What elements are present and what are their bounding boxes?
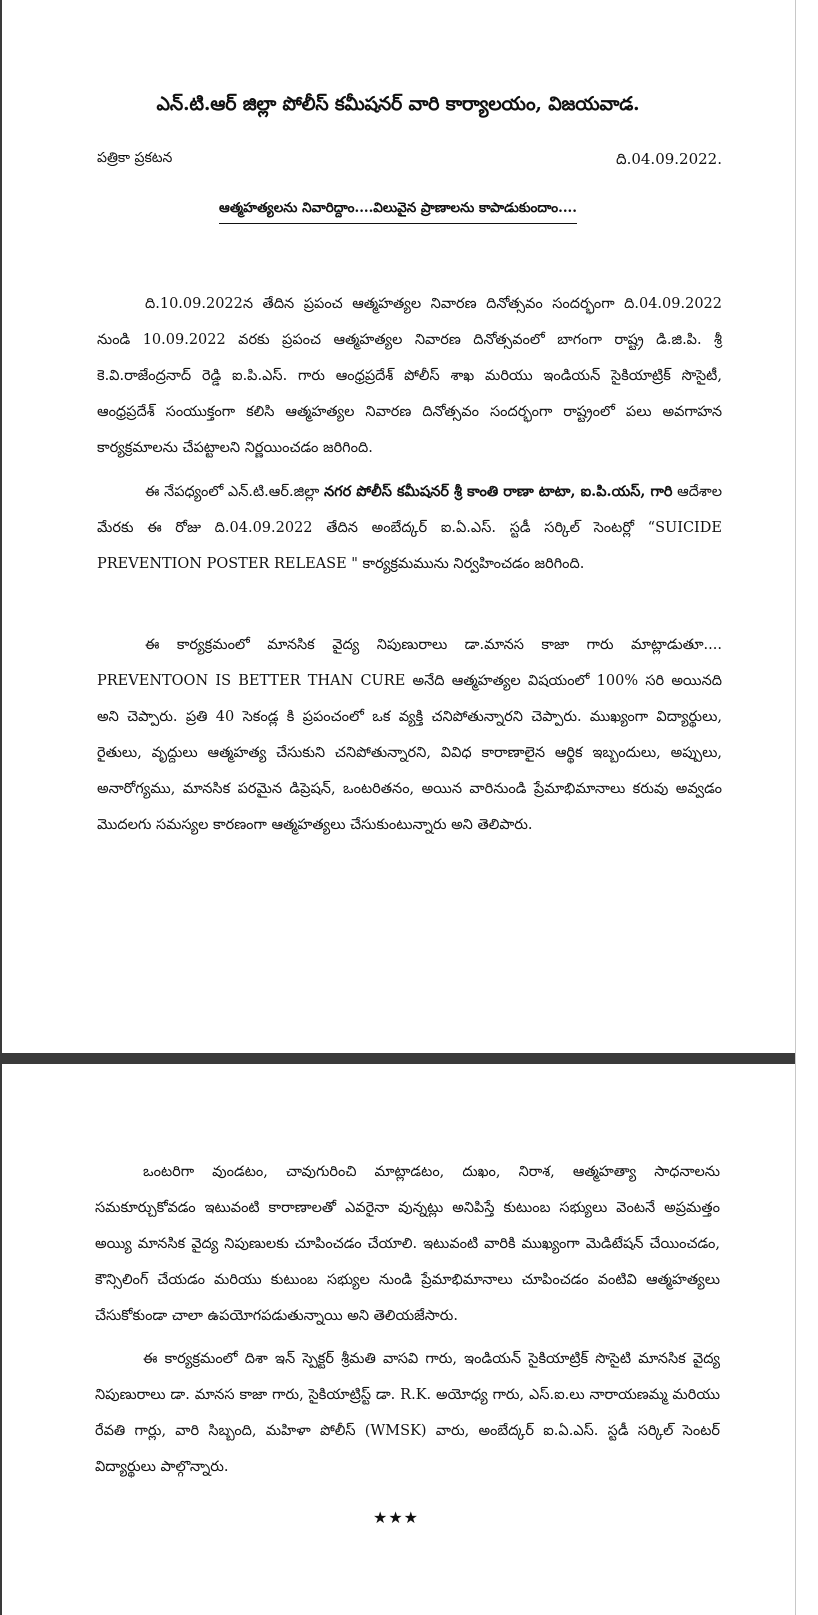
paragraph-2 <box>97 474 722 582</box>
page-separator <box>0 1053 818 1064</box>
press-release-label: పత్రికా ప్రకటన <box>97 150 173 166</box>
paragraph-5: ఈ కార్యక్రమంలో దిశా ఇన్ స్పెక్టర్ శ్రీమతి వాసవి గారు, ఇండియన్ సైకియాట్రిక్ సొసైటి మానసిక వైద్య నిపుణురాలు డా. మానస కాజా గారు, సైకియాట్రిస్ట్ డా. R.K. అయోధ్య గారు, ఎస్.ఐ.లు నారాయణమ్మ మరియు రేవతి గార్లు, వారి సిబ్బంది, మహిళా పోలీస్ (WMSK) వారు, అంబేద్కర్ ఐ.ఏ.ఎస్. స్టడీ సర్కిల్ సెంటర్ విద్యార్థులు పాల్గొన్నారు. <box>95 1351 720 1475</box>
page-2 <box>2 1064 794 1615</box>
paragraph-2-lead: ఈ నేపధ్యంలో ఎన్.టి.ఆర్.జిల్లా <box>145 484 324 500</box>
page-1 <box>2 0 794 1053</box>
paragraph-2-rest: ఆదేశాల మేరకు ఈ రోజు ది.04.09.2022 తేదిన అంబేద్కర్ ఐ.ఏ.ఎస్. స్టడీ సర్కిల్ సెంటర్లో “SUICIDE PREVENTION POSTER RELEASE " కార్యక్రమమును నిర్వహించడం జరిగింది. <box>97 484 722 572</box>
paragraph-1: ది.10.09.2022న తేదిన ప్రపంచ ఆత్మహత్యల నివారణ దినోత్సవం సందర్భంగా ది.04.09.2022 నుండి 10.09.2022 వరకు ప్రపంచ ఆత్మహత్యల నివారణ దినోత్సవంలో బాగంగా రాష్ట్ర డి.జి.పి. శ్రీ కె.వి.రాజేంద్రనాద్ రెడ్డి ఐ.పి.ఎస్. గారు ఆంధ్రప్రదేశ్ పోలీస్ శాఖ మరియు ఇండియన్ సైకియాట్రిక్ సొసైటీ, ఆంధ్రప్రదేశ్ సంయుక్తంగా కలిసి ఆత్మహత్యల నివారణ దినోత్సవం సందర్భంగా రాష్ట్రంలో పలు అవగాహన కార్యక్రమాలను చేపట్టాలని నిర్ణయించడం జరిగింది. <box>97 296 722 456</box>
commissioner-name: నగర పోలీస్ కమీషనర్ శ్రీ కాంతి రాణా టాటా, ఐ.పి.యస్, గారి <box>324 483 673 500</box>
paragraph-4: ఒంటరిగా వుండటం, చావుగురించి మాట్లాడటం, దుఖం, నిరాశ, ఆత్మహత్యా సాధనాలను సమకూర్చుకోవడం ఇటువంటి కారాణాలతో ఎవరైనా వున్నట్లు అనిపిస్తే కుటుంబ సభ్యులు వెంటనే అప్రమత్తం అయ్యి మానసిక వైద్య నిపుణులకు చూపించడం చేయాలి. ఇటువంటి వారికి ముఖ్యంగా మెడిటేషన్ చేయించడం, కౌన్సిలింగ్ చేయడం మరియు కుటుంబ సభ్యుల నుండి ప్రేమాభిమానాలు చూపించడం వంటివి ఆత్మహత్యలు చేసుకోకుండా చాలా ఉపయోగపడుతున్నాయి అని తెలియజేసారు. <box>95 1164 720 1324</box>
paragraph-3: ఈ కార్యక్రమంలో మానసిక వైద్య నిపుణురాలు డా.మానస కాజా గారు మాట్లాడుతూ.... PREVENTOON IS BETTER THAN CURE అనేది ఆత్మహత్యల విషయంలో 100% సరి అయినది అని చెప్పారు. ప్రతి 40 సెకండ్ల కి ప్రపంచంలో ఒక వ్యక్తి చనిపోతున్నారని చెప్పారు. ముఖ్యంగా విద్యార్థులు, రైతులు, వృద్దులు ఆత్మహత్య చేసుకుని చనిపోతున్నారని, వివిధ కారాణాలైన ఆర్థిక ఇబ్బందులు, అప్పులు, అనారోగ్యము, మానసిక పరమైన డిప్రెషన్, ఒంటరితనం, అయిన వారినుండి ప్రేమాభిమానాలు కరువు అవ్వడం మొదలగు సమస్యల కారణంగా ఆత్మహత్యలు చేసుకుంటున్నారు అని తెలిపారు. <box>97 637 722 833</box>
viewer-right-margin <box>795 0 818 1615</box>
release-date: ది.04.09.2022. <box>615 150 722 168</box>
subtitle-container <box>2 197 794 224</box>
document-subtitle: ఆత్మహత్యలను నివారిద్దాం....విలువైన ప్రాణాలను కాపాడుకుందాం.... <box>219 200 577 224</box>
document-title: ఎన్.టి.ఆర్ జిల్లా పోలీస్ కమీషనర్ వారి కార్యాలయం, విజయవాడ. <box>156 93 640 115</box>
closing-stars: ★★★ <box>372 1508 420 1527</box>
